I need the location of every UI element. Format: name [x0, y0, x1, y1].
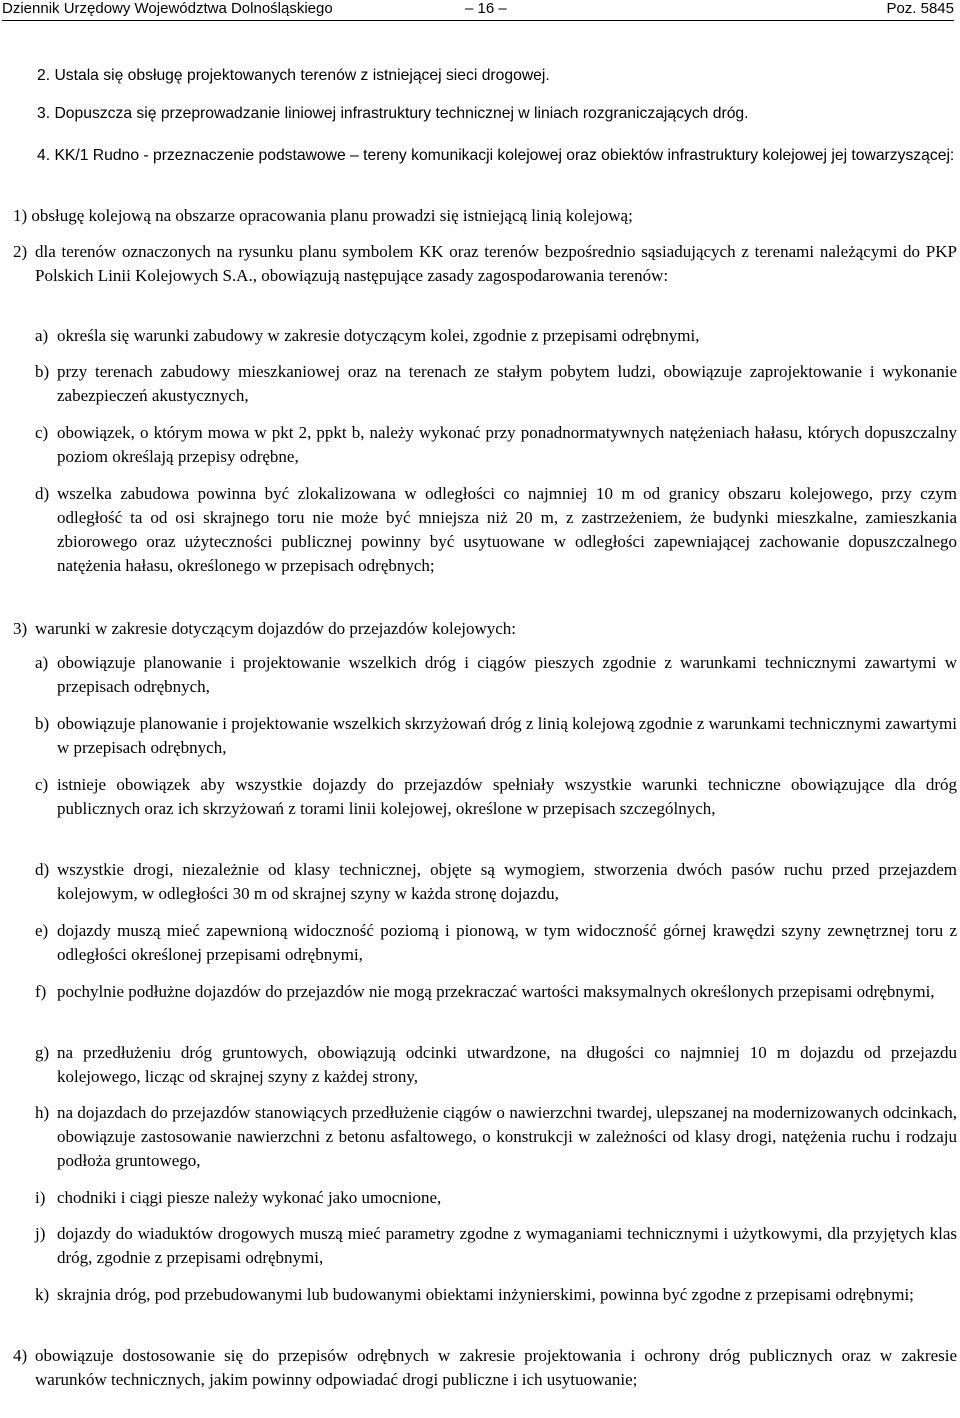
point-2d	[35, 482, 957, 578]
item-label: c)	[35, 423, 49, 442]
item-label: f)	[35, 982, 47, 1001]
journal-title: Dziennik Urzędowy Województwa Dolnośląskiego	[2, 0, 333, 17]
point-3c	[35, 773, 957, 821]
page-header	[2, 0, 954, 21]
item-text: obowiązuje planowanie i projektowanie wszelkich skrzyżowań dróg z linią kolejową zgodnie z warunkami technicznymi zawartymi w przepisach odrębnych,	[57, 714, 957, 757]
item-text: przy terenach zabudowy mieszkaniowej oraz na terenach ze stałym pobytem ludzi, obowiązuje zaprojektowanie i wykonanie zabezpieczeń akustycznych,	[57, 362, 957, 405]
item-text: na przedłużeniu dróg gruntowych, obowiązują odcinki utwardzone, na długości co najmniej 10 m dojazdu od przejazdu kolejowego, licząc od skrajnej szyny z każdej strony,	[57, 1043, 957, 1086]
item-label: d)	[35, 484, 50, 503]
item-label: g)	[35, 1043, 50, 1062]
point-3g	[35, 1041, 957, 1089]
item-text: obowiązuje planowanie i projektowanie wszelkich dróg i ciągów pieszych zgodnie z warunkami technicznymi zawartymi w przepisach odrębnych,	[57, 653, 957, 696]
point-4-text: obowiązuje dostosowanie się do przepisów odrębnych w zakresie projektowania i ochrony dróg publicznych oraz w zakresie warunków technicznych, jakim powinny odpowiadać drogi publiczne i ich usytuowanie;	[35, 1346, 957, 1389]
point-3h	[35, 1101, 957, 1173]
paragraph-4: 4. KK/1 Rudno - przeznaczenie podstawowe – tereny komunikacji kolejowej oraz obiektów infrastruktury kolejowej jej towarzyszącej:	[37, 147, 955, 164]
item-text: obowiązek, o którym mowa w pkt 2, ppkt b, należy wykonać przy ponadnormatywnych natężeniach hałasu, których dopuszczalny poziom określają przepisy odrębne,	[57, 423, 957, 466]
point-2c	[35, 421, 957, 469]
item-text: dojazdy muszą mieć zapewnioną widoczność poziomą i pionową, w tym widoczność górnej krawędzi szyny zewnętrznej toru z odległości określonej przepisami odrębnymi,	[57, 921, 957, 964]
item-label: j)	[35, 1224, 46, 1243]
item-label: a)	[35, 653, 49, 672]
item-text: pochylnie podłużne dojazdów do przejazdów nie mogą przekraczać wartości maksymalnych określonych przepisami odrębnymi,	[57, 982, 935, 1001]
point-2	[13, 240, 957, 288]
item-text: istnieje obowiązek aby wszystkie dojazdy do przejazdów spełniały wszystkie warunki techniczne obowiązujące dla dróg publicznych oraz ich skrzyżowań z torami linii kolejowej, określone w przepisach szczególnych,	[57, 775, 957, 818]
point-3d	[35, 858, 957, 906]
point-3b	[35, 712, 957, 760]
point-3j	[35, 1222, 957, 1270]
point-2-text: dla terenów oznaczonych na rysunku planu symbolem KK oraz terenów bezpośrednio sąsiadujących z terenami należącymi do PKP Polskich Linii Kolejowych S.A., obowiązują następujące zasady zagospodarowania terenów:	[35, 242, 957, 285]
point-4-number: 4)	[13, 1346, 28, 1365]
point-1: 1) obsługę kolejową na obszarze opracowania planu prowadzi się istniejącą linią kolejową;	[13, 206, 633, 225]
point-2b	[35, 360, 957, 408]
point-3	[13, 617, 957, 641]
point-4	[13, 1344, 957, 1392]
point-3-text: warunki w zakresie dotyczącym dojazdów do przejazdów kolejowych:	[35, 619, 517, 638]
point-3f	[35, 980, 957, 1004]
item-label: b)	[35, 714, 50, 733]
point-3k	[35, 1283, 957, 1307]
item-text: skrajnia dróg, pod przebudowanymi lub budowanymi obiektami inżynierskimi, powinna być zgodne z przepisami odrębnymi;	[57, 1285, 914, 1304]
point-3e	[35, 919, 957, 967]
item-label: c)	[35, 775, 49, 794]
position-number: Poz. 5845	[886, 0, 954, 17]
item-text: chodniki i ciągi piesze należy wykonać jako umocnione,	[57, 1188, 442, 1207]
item-text: wszelka zabudowa powinna być zlokalizowana w odległości co najmniej 10 m od granicy obszaru kolejowego, przy czym odległość ta od osi skrajnego toru nie może być mniejsza niż 20 m, z zastrzeżeniem, że budynki mieszkalne, zamieszkania zbiorowego oraz użyteczności publicznej powinny być usytuowane w odległości zapewniającej zachowanie dopuszczalnego natężenia hałasu, określonego w przepisach odrębnych;	[57, 484, 957, 575]
item-text: określa się warunki zabudowy w zakresie dotyczącym kolei, zgodnie z przepisami odrębnymi,	[57, 326, 700, 345]
item-label: d)	[35, 860, 50, 879]
item-label: k)	[35, 1285, 50, 1304]
point-3i	[35, 1186, 957, 1210]
point-2-number: 2)	[13, 242, 28, 261]
point-3-number: 3)	[13, 619, 28, 638]
item-label: a)	[35, 326, 49, 345]
point-2a	[35, 324, 957, 348]
item-label: i)	[35, 1188, 46, 1207]
point-3a	[35, 651, 957, 699]
paragraph-2: 2. Ustala się obsługę projektowanych terenów z istniejącej sieci drogowej.	[37, 67, 550, 84]
item-text: dojazdy do wiaduktów drogowych muszą mieć parametry zgodne z wymaganiami technicznymi i użytkowymi, dla przyjętych klas dróg, zgodnie z przepisami odrębnymi,	[57, 1224, 957, 1267]
paragraph-3: 3. Dopuszcza się przeprowadzanie liniowej infrastruktury technicznej w liniach rozgraniczających dróg.	[37, 105, 749, 122]
item-label: h)	[35, 1103, 50, 1122]
item-text: wszystkie drogi, niezależnie od klasy technicznej, objęte są wymogiem, stworzenia dwóch pasów ruchu przed przejazdem kolejowym, w odległości 30 m od skrajnej szyny w każda stronę dojazdu,	[57, 860, 957, 903]
page-number: – 16 –	[465, 0, 507, 17]
item-text: na dojazdach do przejazdów stanowiących przedłużenie ciągów o nawierzchni twardej, ulepszanej na modernizowanych odcinkach, obowiązuje zastosowanie nawierzchni z betonu asfaltowego, o konstrukcji w zależności od klasy drogi, natężenia ruchu i rodzaju podłoża gruntowego,	[57, 1103, 957, 1170]
item-label: e)	[35, 921, 49, 940]
item-label: b)	[35, 362, 50, 381]
